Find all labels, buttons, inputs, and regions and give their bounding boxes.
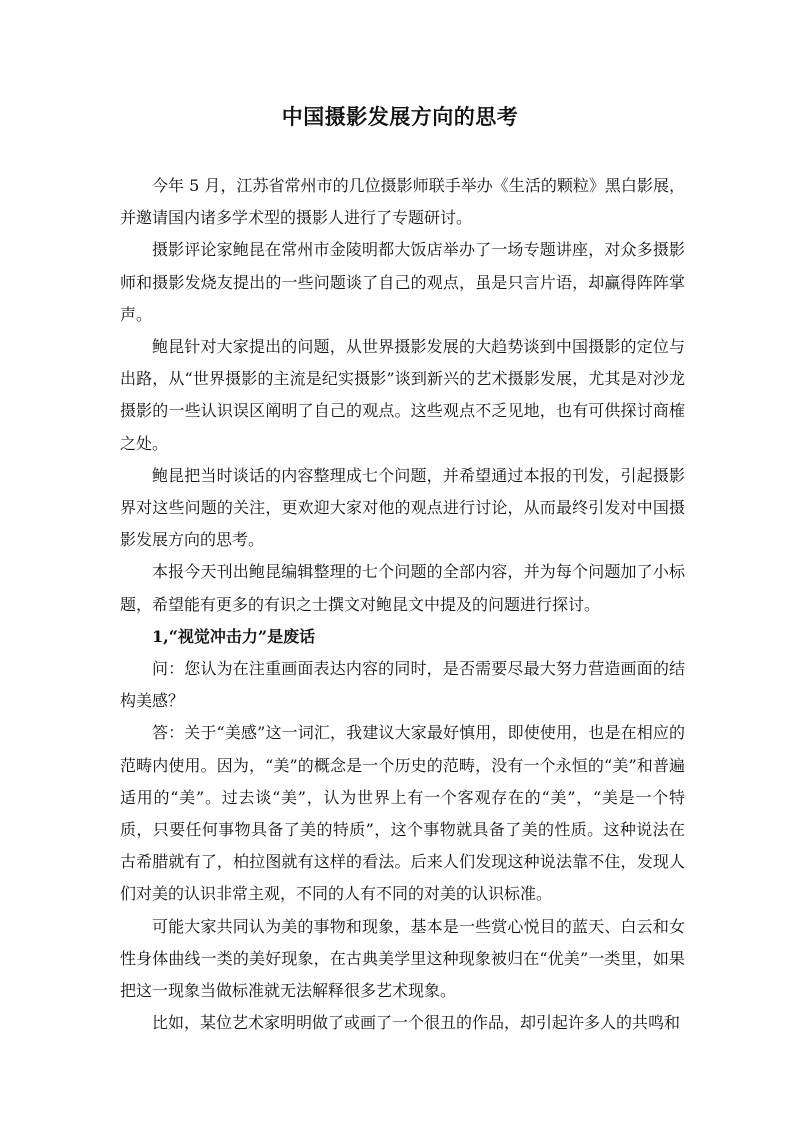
answer-paragraph-3: 比如，某位艺术家明明做了或画了一个很丑的作品，却引起许多人的共鸣和 bbox=[152, 1013, 681, 1033]
answer-paragraph-2: 可能大家共同认为美的事物和现象，基本是一些赏心悦目的蓝天、白云和女性身体曲线一类的美好现象，在古典美学里这种现象被归在“优美”一类里，如果把这一现象当做标准就无法解释很多艺术现象。 bbox=[120, 916, 685, 1001]
intro-paragraph-2: 摄影评论家鲍昆在常州市金陵明都大饭店举办了一场专题讲座，对众多摄影师和摄影发烧友提出的一些问题谈了自己的观点，虽是只言片语，却赢得阵阵掌声。 bbox=[120, 240, 685, 324]
intro-paragraph-4: 鲍昆把当时谈话的内容整理成七个问题，并希望通过本报的刊发，引起摄影界对这些问题的关注，更欢迎大家对他的观点进行讨论，从而最终引发对中国摄影发展方向的思考。 bbox=[120, 465, 685, 550]
intro-paragraph-1: 今年 5 月，江苏省常州市的几位摄影师联手举办《生活的颗粒》黑白影展，并邀请国内诸多学术型的摄影人进行了专题研讨。 bbox=[120, 176, 685, 228]
intro-paragraph-5: 本报今天刊出鲍昆编辑整理的七个问题的全部内容，并为每个问题加了小标题，希望能有更多的有识之士撰文对鲍昆文中提及的问题进行探讨。 bbox=[120, 562, 685, 614]
section-heading: 1,“视觉冲击力”是废话 bbox=[152, 626, 316, 646]
document-title: 中国摄影发展方向的思考 bbox=[281, 104, 519, 129]
question-paragraph: 问：您认为在注重画面表达内容的同时，是否需要尽最大努力营造画面的结构美感？ bbox=[120, 659, 685, 711]
answer-paragraph: 答：关于“美感”这一词汇，我建议大家最好慎用，即使使用，也是在相应的范畴内使用。因为，“美”的概念是一个历史的范畴，没有一个永恒的“美”和普遍适用的“美”。过去谈“美”，认为世界上有一个客观存在的“美”，“美是一个特质，只要任何事物具备了美的特质”，这个事物就具备了美的性质。这种说法在古希腊就有了，柏拉图就有这样的看法。后来人们发现这种说法靠不住，发现人们对美的认识非常主观，不同的人有不同的对美的认识标准。 bbox=[120, 723, 685, 904]
article-body bbox=[120, 170, 685, 1039]
intro-paragraph-3: 鲍昆针对大家提出的问题，从世界摄影发展的大趋势谈到中国摄影的定位与出路，从“世界摄影的主流是纪实摄影”谈到新兴的艺术摄影发展，尤其是对沙龙摄影的一些认识误区阐明了自己的观点。这些观点不乏见地，也有可供探讨商榷之处。 bbox=[120, 337, 685, 453]
